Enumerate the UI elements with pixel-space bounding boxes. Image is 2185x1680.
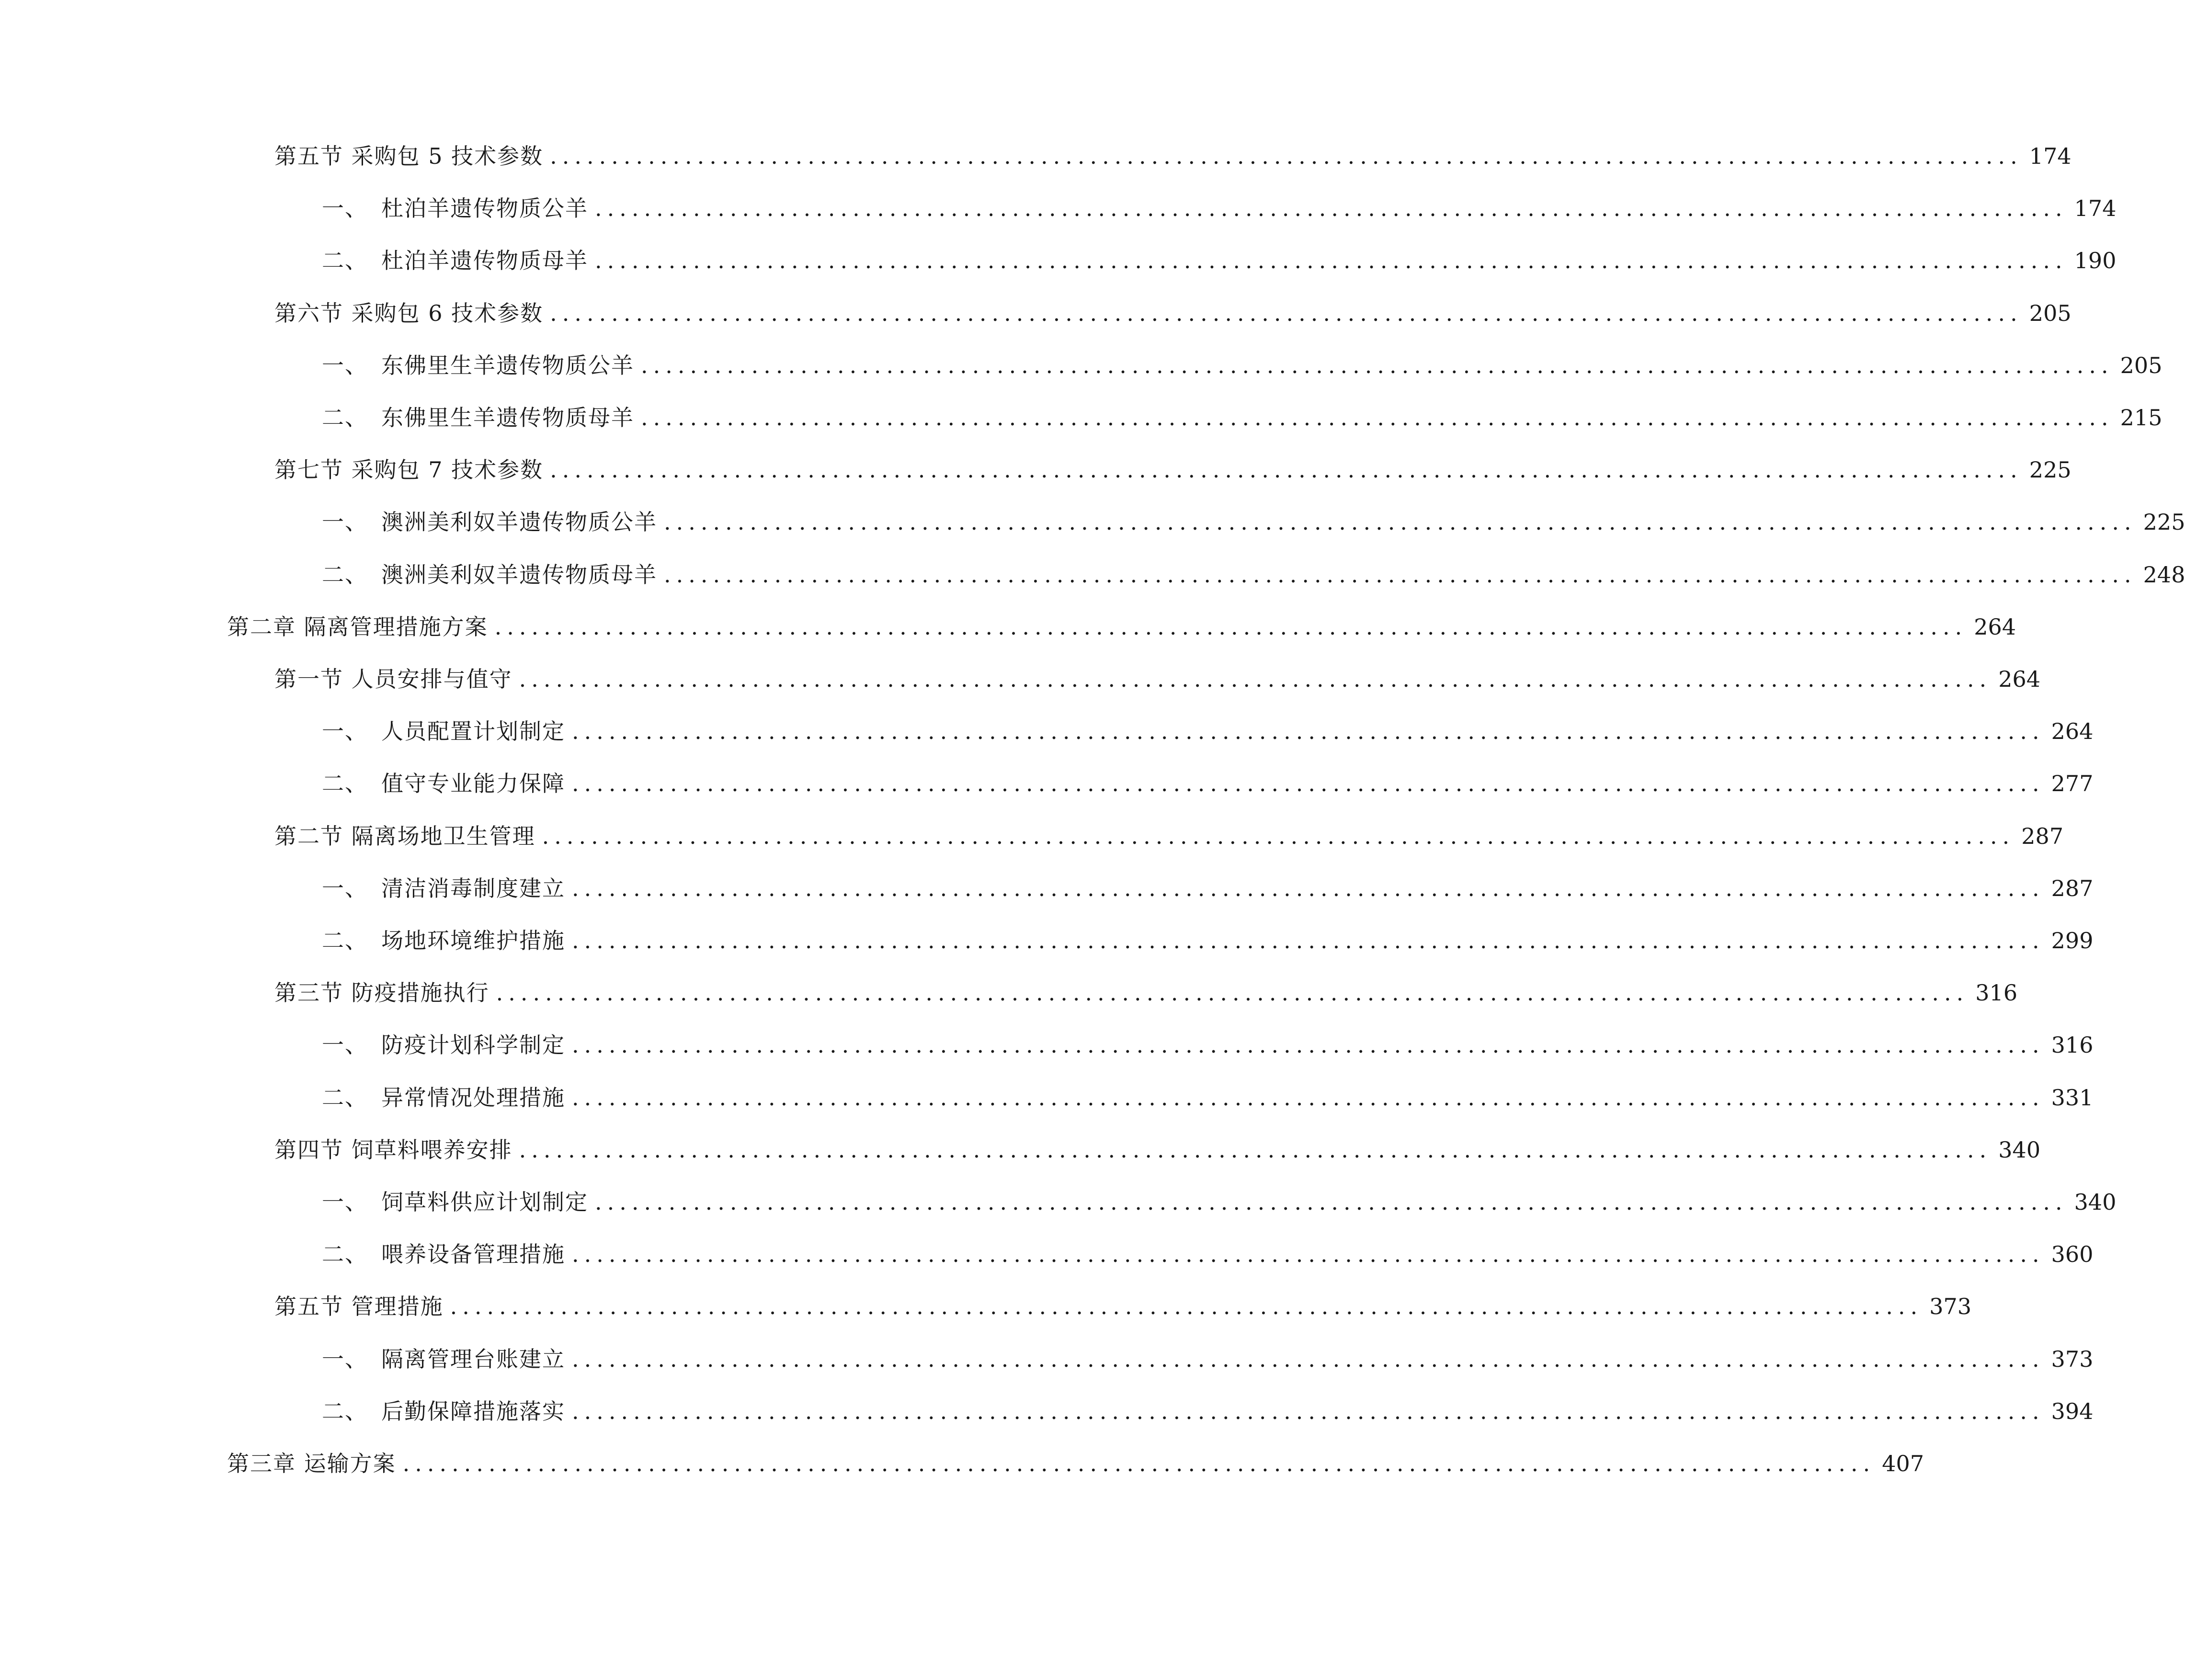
toc-entry[interactable] bbox=[274, 822, 2064, 851]
toc-entry-title bbox=[322, 1397, 565, 1426]
toc-entry-label: 饲草料供应计划制定 bbox=[381, 1189, 588, 1215]
toc-entry[interactable] bbox=[274, 455, 2071, 484]
dot-leader: ........................................................................................................................ bbox=[494, 614, 1968, 640]
toc-entry[interactable] bbox=[227, 613, 2016, 641]
dot-leader: ........................................................................................................................ bbox=[402, 1451, 1876, 1476]
toc-entry-marker: 一、 bbox=[322, 1032, 368, 1058]
toc-entry-page-number: 225 bbox=[2029, 457, 2071, 483]
toc-entry-title bbox=[227, 613, 488, 641]
dot-leader: ........................................................................................................................ bbox=[664, 562, 2137, 588]
dot-leader: ........................................................................................................................ bbox=[641, 352, 2114, 378]
dot-leader: ........................................................................................................................ bbox=[572, 1241, 2045, 1267]
toc-entry-title bbox=[274, 1135, 512, 1164]
toc-entry[interactable] bbox=[274, 978, 2018, 1007]
toc-entry-title bbox=[322, 560, 657, 589]
toc-entry-title bbox=[274, 978, 489, 1007]
dot-leader: ........................................................................................................................ bbox=[595, 1189, 2068, 1215]
toc-entry-title bbox=[322, 1345, 565, 1374]
toc-entry-label: 喂养设备管理措施 bbox=[381, 1241, 565, 1267]
dot-leader: ........................................................................................................................ bbox=[572, 771, 2045, 796]
toc-entry-title bbox=[322, 403, 634, 432]
toc-entry-marker: 二、 bbox=[322, 248, 368, 273]
toc-entry-page-number: 394 bbox=[2051, 1398, 2094, 1424]
toc-entry-page-number: 264 bbox=[1998, 666, 2041, 692]
toc-entry-title bbox=[274, 142, 543, 170]
toc-entry-title bbox=[322, 351, 634, 380]
toc-entry-page-number: 373 bbox=[1929, 1294, 1972, 1319]
toc-entry-page-number: 316 bbox=[2051, 1032, 2094, 1058]
toc-entry-page-number: 340 bbox=[1998, 1137, 2041, 1163]
toc-entry-title bbox=[274, 455, 543, 484]
dot-leader: ........................................................................................................................ bbox=[519, 1137, 1992, 1163]
toc-entry-label: 第二章 隔离管理措施方案 bbox=[227, 614, 488, 640]
toc-entry-title bbox=[274, 822, 535, 851]
dot-leader: ........................................................................................................................ bbox=[550, 457, 2023, 483]
toc-entry-marker: 二、 bbox=[322, 1085, 368, 1111]
toc-entry-marker: 一、 bbox=[322, 352, 368, 378]
toc-entry-page-number: 340 bbox=[2074, 1189, 2117, 1215]
toc-entry-title bbox=[274, 665, 512, 693]
toc-entry-label: 第三章 运输方案 bbox=[227, 1451, 396, 1476]
dot-leader: ........................................................................................................................ bbox=[595, 248, 2068, 273]
toc-entry[interactable] bbox=[322, 874, 2094, 903]
toc-entry[interactable] bbox=[322, 1240, 2094, 1269]
toc-entry-label: 第五节 管理措施 bbox=[274, 1294, 444, 1319]
dot-leader: ........................................................................................................................ bbox=[572, 1398, 2045, 1424]
toc-entry-page-number: 174 bbox=[2074, 195, 2117, 221]
toc-entry-title bbox=[322, 1240, 565, 1269]
toc-entry-label: 第四节 饲草料喂养安排 bbox=[274, 1137, 512, 1163]
toc-entry[interactable] bbox=[322, 1397, 2094, 1426]
dot-leader: ........................................................................................................................ bbox=[595, 195, 2068, 221]
toc-entry-label: 东佛里生羊遗传物质母羊 bbox=[381, 405, 634, 431]
toc-entry-page-number: 264 bbox=[2051, 718, 2094, 744]
toc-entry-page-number: 264 bbox=[1974, 614, 2016, 640]
toc-entry[interactable] bbox=[322, 769, 2094, 798]
toc-entry-title bbox=[322, 1031, 565, 1059]
toc-entry[interactable] bbox=[322, 717, 2094, 746]
toc-entry-page-number: 277 bbox=[2051, 771, 2094, 796]
toc-entry-label: 人员配置计划制定 bbox=[381, 718, 565, 744]
toc-entry-label: 澳洲美利奴羊遗传物质公羊 bbox=[381, 509, 657, 535]
toc-entry-title bbox=[322, 717, 565, 746]
toc-entry-page-number: 225 bbox=[2143, 509, 2185, 535]
toc-entry-label: 后勤保障措施落实 bbox=[381, 1398, 565, 1424]
toc-entry[interactable] bbox=[274, 142, 2071, 170]
dot-leader: ........................................................................................................................ bbox=[450, 1294, 1923, 1319]
toc-entry-label: 场地环境维护措施 bbox=[381, 928, 565, 954]
toc-entry[interactable] bbox=[322, 926, 2094, 955]
toc-entry-title bbox=[322, 1083, 565, 1112]
toc-entry-marker: 二、 bbox=[322, 771, 368, 796]
toc-entry-title bbox=[322, 769, 565, 798]
toc-entry-page-number: 215 bbox=[2120, 405, 2162, 431]
toc-entry-page-number: 174 bbox=[2029, 143, 2071, 169]
toc-entry-label: 东佛里生羊遗传物质公羊 bbox=[381, 352, 634, 378]
toc-entry[interactable] bbox=[322, 560, 2185, 589]
toc-entry-marker: 一、 bbox=[322, 1346, 368, 1372]
toc-entry-marker: 二、 bbox=[322, 1241, 368, 1267]
toc-entry-page-number: 360 bbox=[2051, 1241, 2094, 1267]
toc-entry-label: 隔离管理台账建立 bbox=[381, 1346, 565, 1372]
toc-entry-marker: 二、 bbox=[322, 1398, 368, 1424]
dot-leader: ........................................................................................................................ bbox=[496, 980, 1969, 1006]
dot-leader: ........................................................................................................................ bbox=[572, 1346, 2045, 1372]
toc-entry-title bbox=[322, 874, 565, 903]
toc-entry-title bbox=[322, 508, 657, 536]
toc-entry-label: 第五节 采购包 5 技术参数 bbox=[274, 143, 544, 169]
toc-entry-marker: 一、 bbox=[322, 875, 368, 901]
dot-leader: ........................................................................................................................ bbox=[572, 875, 2045, 901]
toc-entry-marker: 二、 bbox=[322, 562, 368, 588]
toc-entry-label: 澳洲美利奴羊遗传物质母羊 bbox=[381, 562, 657, 588]
toc-entry[interactable] bbox=[322, 508, 2185, 536]
dot-leader: ........................................................................................................................ bbox=[550, 143, 2023, 169]
dot-leader: ........................................................................................................................ bbox=[572, 1032, 2045, 1058]
toc-entry-marker: 一、 bbox=[322, 509, 368, 535]
toc-entry-title bbox=[274, 299, 543, 328]
dot-leader: ........................................................................................................................ bbox=[641, 405, 2114, 431]
toc-entry[interactable] bbox=[274, 1135, 2041, 1164]
toc-entry-label: 杜泊羊遗传物质母羊 bbox=[381, 248, 588, 273]
toc-entry-page-number: 331 bbox=[2051, 1085, 2094, 1111]
toc-entry-page-number: 407 bbox=[1882, 1451, 1924, 1476]
toc-entry-title bbox=[322, 246, 588, 275]
dot-leader: ........................................................................................................................ bbox=[664, 509, 2137, 535]
toc-entry-title bbox=[227, 1449, 396, 1478]
dot-leader: ........................................................................................................................ bbox=[542, 823, 2015, 849]
toc-entry[interactable] bbox=[227, 1449, 1924, 1478]
toc-entry[interactable] bbox=[322, 351, 2162, 380]
toc-entry[interactable] bbox=[274, 299, 2071, 328]
toc-entry-label: 杜泊羊遗传物质公羊 bbox=[381, 195, 588, 221]
toc-entry-page-number: 299 bbox=[2051, 928, 2094, 954]
toc-entry-page-number: 287 bbox=[2051, 875, 2094, 901]
toc-entry-page-number: 190 bbox=[2074, 248, 2117, 273]
toc-entry-label: 第三节 防疫措施执行 bbox=[274, 980, 489, 1006]
toc-entry[interactable] bbox=[274, 1292, 1972, 1321]
toc-entry-label: 第七节 采购包 7 技术参数 bbox=[274, 457, 544, 483]
dot-leader: ........................................................................................................................ bbox=[572, 718, 2045, 744]
toc-entry-title bbox=[322, 1188, 588, 1216]
toc-entry-title bbox=[322, 926, 565, 955]
toc-entry-page-number: 316 bbox=[1975, 980, 2018, 1006]
dot-leader: ........................................................................................................................ bbox=[572, 1085, 2045, 1111]
toc-entry[interactable] bbox=[274, 665, 2041, 693]
toc-entry[interactable] bbox=[322, 1031, 2094, 1059]
toc-entry-page-number: 248 bbox=[2143, 562, 2185, 588]
toc-entry-marker: 一、 bbox=[322, 1189, 368, 1215]
toc-entry-label: 第六节 采购包 6 技术参数 bbox=[274, 300, 544, 326]
toc-entry-page-number: 373 bbox=[2051, 1346, 2094, 1372]
toc-entry-label: 防疫计划科学制定 bbox=[381, 1032, 565, 1058]
toc-entry-marker: 一、 bbox=[322, 718, 368, 744]
toc-entry-label: 第一节 人员安排与值守 bbox=[274, 666, 512, 692]
toc-entry-title bbox=[274, 1292, 444, 1321]
toc-entry-label: 第二节 隔离场地卫生管理 bbox=[274, 823, 535, 849]
dot-leader: ........................................................................................................................ bbox=[519, 666, 1992, 692]
toc-entry-marker: 二、 bbox=[322, 405, 368, 431]
toc-entry-label: 值守专业能力保障 bbox=[381, 771, 565, 796]
toc-entry[interactable] bbox=[322, 403, 2162, 432]
toc-entry-marker: 二、 bbox=[322, 928, 368, 954]
toc-entry[interactable] bbox=[322, 1083, 2094, 1112]
toc-entry-marker: 一、 bbox=[322, 195, 368, 221]
toc-entry[interactable] bbox=[322, 246, 2117, 275]
toc-entry-page-number: 205 bbox=[2120, 352, 2162, 378]
toc-entry-page-number: 205 bbox=[2029, 300, 2071, 326]
toc-entry-title bbox=[322, 194, 588, 223]
toc-entry-page-number: 287 bbox=[2021, 823, 2064, 849]
toc-entry[interactable] bbox=[322, 1188, 2117, 1216]
toc-entry-label: 异常情况处理措施 bbox=[381, 1085, 565, 1111]
dot-leader: ........................................................................................................................ bbox=[550, 300, 2023, 326]
toc-entry[interactable] bbox=[322, 194, 2117, 223]
toc-entry-label: 清洁消毒制度建立 bbox=[381, 875, 565, 901]
toc-entry[interactable] bbox=[322, 1345, 2094, 1374]
dot-leader: ........................................................................................................................ bbox=[572, 928, 2045, 954]
